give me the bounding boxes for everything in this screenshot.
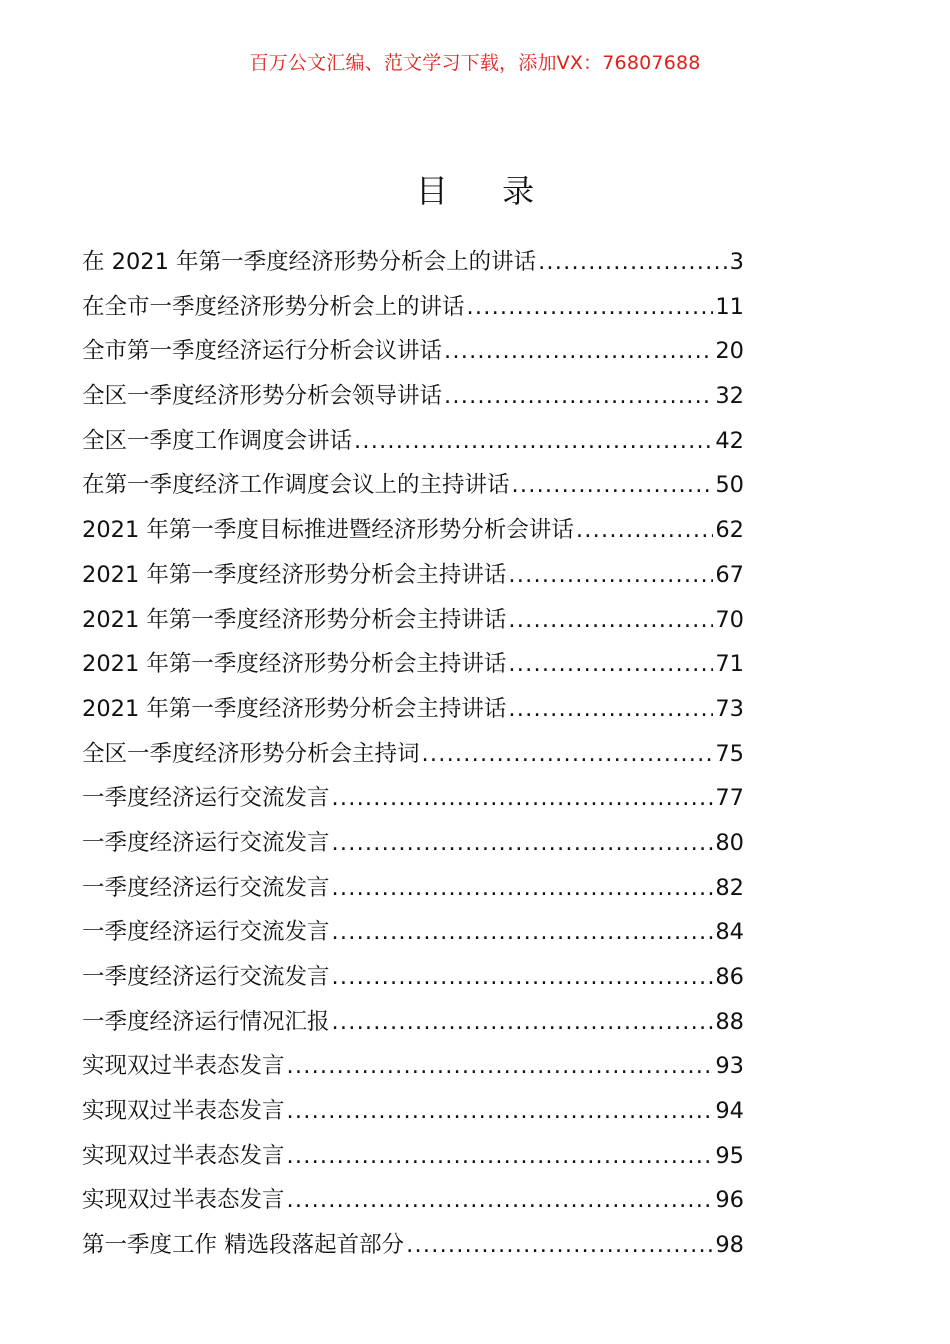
toc-entry-title: 在全市一季度经济形势分析会上的讲话 bbox=[82, 293, 465, 320]
toc-entry[interactable] bbox=[82, 1089, 744, 1134]
toc-page-number: 11 bbox=[715, 293, 744, 320]
toc-dot-leader bbox=[332, 821, 714, 866]
toc-page-number: 20 bbox=[715, 338, 744, 365]
toc-page-number: 93 bbox=[715, 1053, 744, 1080]
toc-page-number: 67 bbox=[715, 561, 744, 588]
toc-entry-title: 在第一季度经济工作调度会议上的主持讲话 bbox=[82, 472, 510, 499]
toc-dot-leader bbox=[467, 285, 714, 330]
toc-dot-leader bbox=[512, 463, 714, 508]
toc-entry[interactable] bbox=[82, 687, 744, 732]
toc-page-number: 50 bbox=[715, 472, 744, 499]
toc-page-number: 71 bbox=[715, 651, 744, 678]
toc-dot-leader bbox=[508, 642, 713, 687]
toc-entry[interactable] bbox=[82, 285, 744, 330]
toc-dot-leader bbox=[332, 1000, 714, 1045]
toc-entry[interactable] bbox=[82, 1134, 744, 1179]
toc-entry-title: 一季度经济运行交流发言 bbox=[82, 964, 330, 990]
toc-entry-title: 全区一季度工作调度会讲话 bbox=[82, 427, 353, 454]
toc-entry-title: 实现双过半表态发言 bbox=[82, 1142, 285, 1169]
toc-entry-title: 一季度经济运行交流发言 bbox=[82, 919, 330, 946]
toc-page-number: 70 bbox=[715, 606, 744, 633]
toc-entry-title: 实现双过半表态发言 bbox=[82, 1098, 285, 1125]
page-title: 目 录 bbox=[415, 172, 557, 210]
toc-dot-leader bbox=[444, 329, 713, 374]
toc-dot-leader bbox=[538, 240, 728, 285]
table-of-contents bbox=[82, 240, 744, 1268]
toc-page-number: 95 bbox=[715, 1142, 744, 1169]
toc-entry[interactable] bbox=[82, 866, 744, 911]
toc-entry[interactable] bbox=[82, 553, 744, 598]
toc-dot-leader bbox=[287, 1178, 714, 1223]
toc-entry-title: 全区一季度经济形势分析会主持词 bbox=[82, 740, 420, 767]
toc-entry-title: 一季度经济运行交流发言 bbox=[82, 785, 330, 812]
toc-entry-title: 在 2021 年第一季度经济形势分析会上的讲话 bbox=[82, 249, 537, 275]
toc-entry-title: 2021 年第一季度目标推进暨经济形势分析会讲话 bbox=[82, 517, 574, 544]
toc-entry-title: 全市第一季度经济运行分析会议讲话 bbox=[82, 338, 443, 365]
header-note: 百万公文汇编、范文学习下载，添加VX：76807688 bbox=[249, 52, 701, 74]
toc-page-number: 80 bbox=[715, 829, 744, 856]
toc-entry[interactable] bbox=[82, 1044, 744, 1089]
toc-entry-title: 实现双过半表态发言 bbox=[82, 1053, 285, 1080]
toc-entry-title: 第一季度工作 精选段落起首部分 bbox=[82, 1232, 405, 1259]
toc-entry-title: 一季度经济运行情况汇报 bbox=[82, 1008, 330, 1035]
toc-entry[interactable] bbox=[82, 642, 744, 687]
toc-entry[interactable] bbox=[82, 463, 744, 508]
toc-entry[interactable] bbox=[82, 732, 744, 777]
toc-entry[interactable] bbox=[82, 598, 744, 643]
toc-page-number: 73 bbox=[715, 695, 744, 722]
toc-entry[interactable] bbox=[82, 329, 744, 374]
toc-dot-leader bbox=[332, 866, 714, 911]
toc-entry-title: 2021 年第一季度经济形势分析会主持讲话 bbox=[82, 606, 507, 633]
toc-entry[interactable] bbox=[82, 240, 744, 285]
toc-dot-leader bbox=[287, 1044, 714, 1089]
toc-page-number: 86 bbox=[715, 964, 744, 990]
toc-page-number: 88 bbox=[715, 1008, 744, 1035]
toc-entry-title: 2021 年第一季度经济形势分析会主持讲话 bbox=[82, 651, 507, 678]
toc-entry[interactable] bbox=[82, 1223, 744, 1268]
toc-entry-title: 实现双过半表态发言 bbox=[82, 1187, 285, 1214]
toc-dot-leader bbox=[576, 508, 713, 553]
toc-page-number: 3 bbox=[729, 249, 744, 275]
toc-page-number: 98 bbox=[715, 1232, 744, 1259]
toc-entry-title: 2021 年第一季度经济形势分析会主持讲话 bbox=[82, 561, 507, 588]
toc-page-number: 94 bbox=[715, 1098, 744, 1125]
toc-dot-leader bbox=[332, 776, 714, 821]
toc-entry[interactable] bbox=[82, 955, 744, 1000]
toc-dot-leader bbox=[332, 955, 714, 1000]
toc-dot-leader bbox=[406, 1223, 713, 1268]
toc-dot-leader bbox=[508, 598, 713, 643]
toc-entry-title: 一季度经济运行交流发言 bbox=[82, 874, 330, 901]
toc-dot-leader bbox=[287, 1134, 714, 1179]
toc-page-number: 42 bbox=[715, 427, 744, 454]
toc-entry[interactable] bbox=[82, 1178, 744, 1223]
toc-entry[interactable] bbox=[82, 508, 744, 553]
toc-page-number: 77 bbox=[715, 785, 744, 812]
toc-entry[interactable] bbox=[82, 374, 744, 419]
toc-dot-leader bbox=[422, 732, 714, 777]
toc-dot-leader bbox=[508, 553, 713, 598]
toc-dot-leader bbox=[332, 910, 714, 955]
toc-entry[interactable] bbox=[82, 821, 744, 866]
toc-entry-title: 一季度经济运行交流发言 bbox=[82, 829, 330, 856]
toc-entry-title: 2021 年第一季度经济形势分析会主持讲话 bbox=[82, 695, 507, 722]
toc-dot-leader bbox=[444, 374, 713, 419]
toc-page-number: 82 bbox=[715, 874, 744, 901]
toc-page-number: 96 bbox=[715, 1187, 744, 1214]
toc-page-number: 84 bbox=[715, 919, 744, 946]
toc-dot-leader bbox=[508, 687, 713, 732]
toc-entry[interactable] bbox=[82, 1000, 744, 1045]
toc-entry-title: 全区一季度经济形势分析会领导讲话 bbox=[82, 383, 443, 410]
toc-entry[interactable] bbox=[82, 776, 744, 821]
toc-dot-leader bbox=[287, 1089, 714, 1134]
toc-dot-leader bbox=[354, 419, 713, 464]
toc-page-number: 32 bbox=[715, 383, 744, 410]
toc-page-number: 75 bbox=[715, 740, 744, 767]
toc-page-number: 62 bbox=[715, 517, 744, 544]
toc-entry[interactable] bbox=[82, 910, 744, 955]
toc-entry[interactable] bbox=[82, 419, 744, 464]
